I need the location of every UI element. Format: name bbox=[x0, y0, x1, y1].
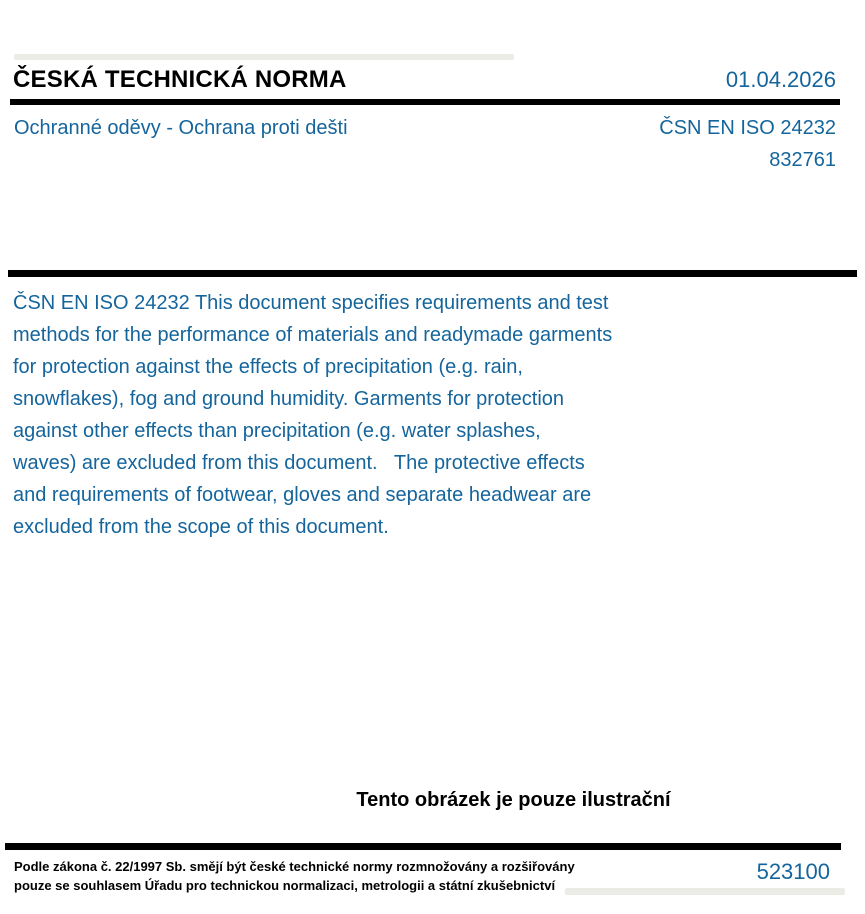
footer-divider bbox=[5, 843, 841, 850]
abstract-line: excluded from the scope of this document. bbox=[13, 516, 389, 538]
class-number: 832761 bbox=[769, 149, 836, 171]
standard-title: Ochranné oděvy - Ochrana proti dešti bbox=[14, 117, 348, 139]
header bbox=[13, 66, 836, 94]
page-title: ČESKÁ TECHNICKÁ NORMA bbox=[13, 66, 347, 93]
subheader bbox=[14, 112, 836, 176]
header-divider bbox=[10, 99, 840, 105]
standard-number: ČSN EN ISO 24232 bbox=[659, 117, 836, 139]
footer-legal-line: Podle zákona č. 22/1997 Sb. smějí být české technické normy rozmnožovány a rozšiřovány bbox=[14, 859, 575, 874]
footer-legal-line: pouze se souhlasem Úřadu pro technickou normalizaci, metrologii a státní zkušebnictví bbox=[14, 878, 556, 893]
abstract-line: against other effects than precipitation (e.g. water splashes, bbox=[13, 420, 541, 442]
abstract-line: snowflakes), fog and ground humidity. Garments for protection bbox=[13, 388, 565, 410]
print-artifact-top bbox=[14, 54, 514, 60]
section-divider bbox=[8, 270, 857, 277]
abstract-line: and requirements of footwear, gloves and separate headwear are bbox=[13, 484, 592, 506]
order-number: 523100 bbox=[756, 859, 830, 884]
issue-date: 01.04.2026 bbox=[725, 67, 836, 92]
illustration-note: Tento obrázek je pouze ilustrační bbox=[356, 789, 671, 811]
abstract-paragraph bbox=[13, 287, 612, 543]
abstract-line: waves) are excluded from this document. The protective effects bbox=[13, 452, 585, 474]
footer-legal-text bbox=[14, 857, 575, 895]
abstract-line: for protection against the effects of precipitation (e.g. rain, bbox=[13, 356, 523, 378]
standard-identifiers bbox=[659, 112, 836, 176]
abstract-line: ČSN EN ISO 24232 This document specifies requirements and test bbox=[13, 292, 609, 314]
abstract-line: methods for the performance of materials and readymade garments bbox=[13, 324, 613, 346]
print-artifact-bottom bbox=[565, 888, 845, 895]
